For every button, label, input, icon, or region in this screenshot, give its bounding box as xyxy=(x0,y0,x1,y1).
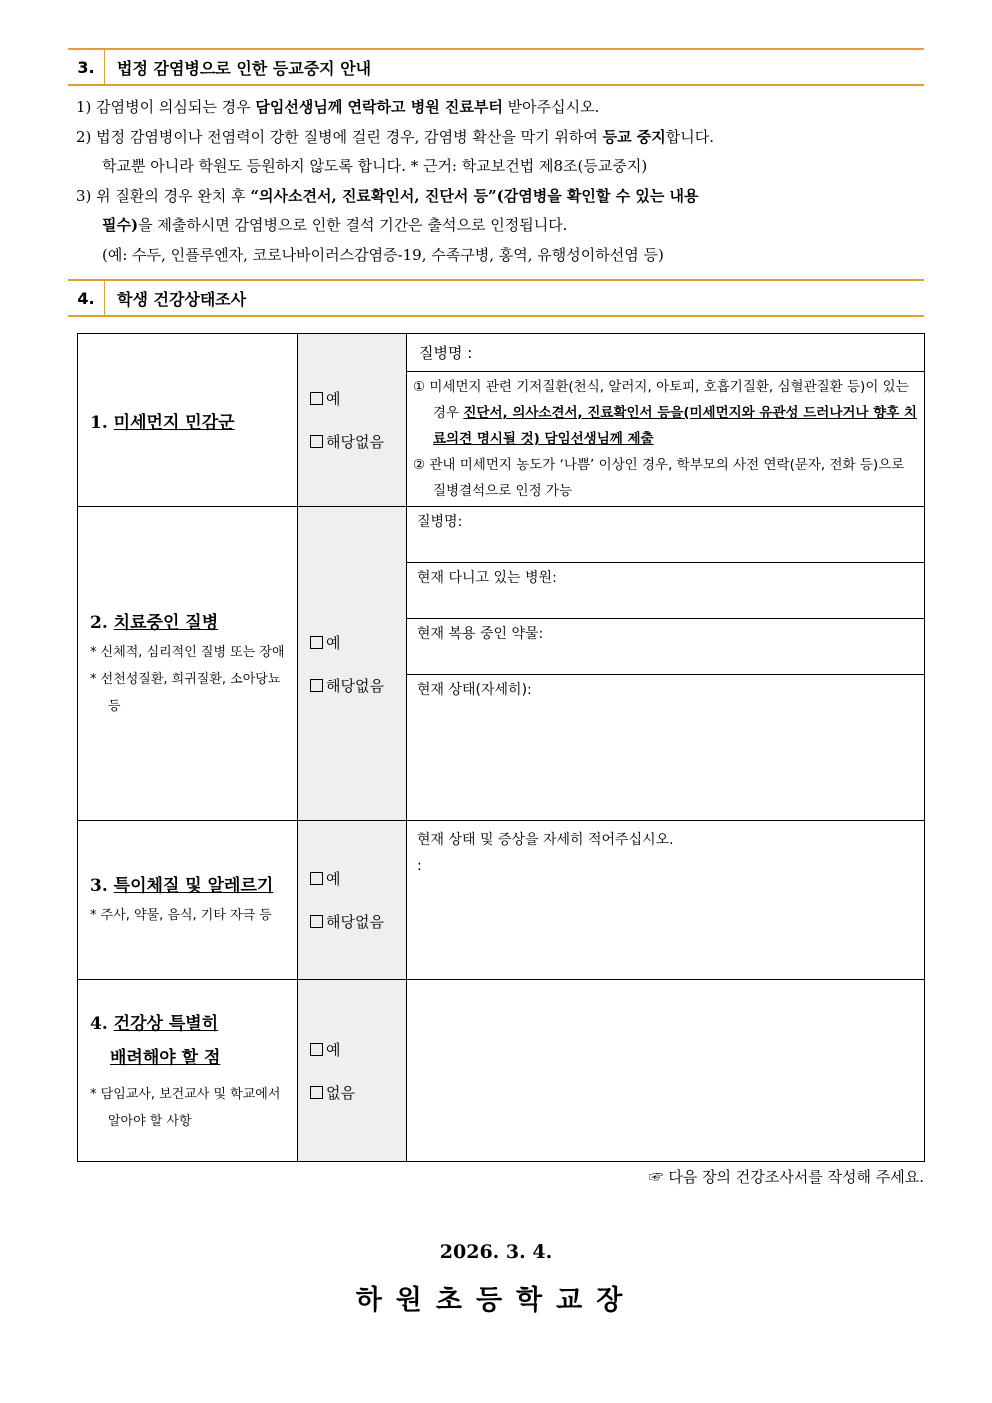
notice-line-3: 3) 위 질환의 경우 완치 후 “의사소견서, 진료확인서, 진단서 등”(감염병을 확인할 수 있는 내용 xyxy=(76,186,699,205)
survey-row-1 xyxy=(78,334,925,507)
notice-example: (예: 수두, 인플루엔자, 코로나바이러스감염증-19, 수족구병, 홍역, 유행성이하선염 등) xyxy=(102,245,664,264)
section3-number: 3. xyxy=(68,50,105,84)
row4-item: 4. 건강상 특별히 배려해야 할 점 * 담임교사, 보건교사 및 학교에서 알아야 할 사항 xyxy=(78,980,298,1162)
row3-detail[interactable]: 현재 상태 및 증상을 자세히 적어주십시오. : xyxy=(407,821,925,980)
survey-row-2 xyxy=(78,507,925,821)
row4-detail[interactable] xyxy=(407,980,925,1162)
row4-checks xyxy=(298,980,407,1162)
checkbox[interactable] xyxy=(310,636,323,649)
row3-title: 특이체질 및 알레르기 xyxy=(113,876,274,896)
checkbox[interactable] xyxy=(310,1086,323,1099)
row1-checks xyxy=(298,334,407,507)
health-survey-table xyxy=(77,333,925,1162)
checkbox[interactable] xyxy=(310,872,323,885)
row2-title: 치료중인 질병 xyxy=(113,612,219,633)
row2-item: 2. 치료중인 질병 * 신체적, 심리적인 질병 또는 장애 * 선천성질환, 희귀질환, 소아당뇨 등 xyxy=(78,507,298,821)
row1-disease-field[interactable]: 질병명 : xyxy=(407,334,924,372)
row1-note-1: ① 미세먼지 관련 기저질환(천식, 알러지, 아토피, 호흡기질환, 심혈관질환 등)이 있는 경우 진단서, 의사소견서, 진료확인서 등을(미세먼지와 유관성 드러나거나 향후 치료의견 명시될 것) 담임선생님께 제출 xyxy=(413,379,917,447)
section4-header xyxy=(68,279,924,317)
notice-line-2-cont: 학교뿐 아니라 학원도 등원하지 않도록 합니다. * 근거: 학교보건법 제8조(등교중지) xyxy=(102,157,648,175)
row1-item: 1. 미세먼지 민감군 xyxy=(78,334,298,507)
row2-checks xyxy=(298,507,407,821)
checkbox[interactable] xyxy=(310,915,323,928)
checkbox[interactable] xyxy=(310,1043,323,1056)
section4-number: 4. xyxy=(68,281,105,315)
notice-line-3-cont: 필수)을 제출하시면 감염병으로 인한 결석 기간은 출석으로 인정됩니다. xyxy=(102,216,568,234)
row2-status-field[interactable]: 현재 상태(자세히): xyxy=(417,682,532,698)
notice-line-2: 2) 법정 감염병이나 전염력이 강한 질병에 걸린 경우, 감염병 확산을 막기 위하여 등교 중지합니다. xyxy=(76,127,715,146)
row1-no-option[interactable]: 해당없음 xyxy=(310,431,406,452)
row2-disease-field[interactable]: 질병명: xyxy=(407,507,924,563)
row4-note-1: * 담임교사, 보건교사 및 학교에서 알아야 할 사항 xyxy=(90,1086,281,1129)
row2-medication-field[interactable]: 현재 복용 중인 약물: xyxy=(407,619,924,675)
row4-title-a: 건강상 특별히 xyxy=(113,1013,219,1034)
row3-item: 3. 특이체질 및 알레르기 * 주사, 약물, 음식, 기타 자극 등 xyxy=(78,821,298,980)
row1-note-2: ② 관내 미세먼지 농도가 ‘나쁨’ 이상인 경우, 학부모의 사전 연락(문자, 전화 등)으로 질병결석으로 인정 가능 xyxy=(413,457,905,499)
row1-yes-option[interactable]: 예 xyxy=(310,388,406,409)
checkbox[interactable] xyxy=(310,392,323,405)
row3-yes-option[interactable]: 예 xyxy=(310,868,406,889)
row2-hospital-field[interactable]: 현재 다니고 있는 병원: xyxy=(407,563,924,619)
row2-no-option[interactable]: 해당없음 xyxy=(310,675,406,696)
row3-instruction: 현재 상태 및 증상을 자세히 적어주십시오. xyxy=(417,832,674,848)
row2-note-2: * 선천성질환, 희귀질환, 소아당뇨 등 xyxy=(90,671,281,714)
row3-checks xyxy=(298,821,407,980)
row4-title-b: 배려해야 할 점 xyxy=(110,1047,221,1068)
notice-bold: 담임선생님께 연락하고 병원 진료부터 xyxy=(255,98,503,116)
row2-yes-option[interactable]: 예 xyxy=(310,632,406,653)
row4-no-option[interactable]: 없음 xyxy=(310,1082,406,1103)
notice-line-1: 1) 감염병이 의심되는 경우 담임선생님께 연락하고 병원 진료부터 받아주십시오. xyxy=(76,98,600,116)
row3-no-option[interactable]: 해당없음 xyxy=(310,911,406,932)
checkbox[interactable] xyxy=(310,679,323,692)
row2-note-1: * 신체적, 심리적인 질병 또는 장애 xyxy=(90,644,285,660)
next-page-note: ☞ 다음 장의 건강조사서를 작성해 주세요. xyxy=(648,1168,924,1186)
row1-title: 미세먼지 민감군 xyxy=(113,412,235,433)
section4-title: 학생 건강상태조사 xyxy=(117,289,247,309)
row2-detail xyxy=(407,507,925,821)
survey-row-3 xyxy=(78,821,925,980)
section3-header xyxy=(68,48,924,86)
survey-row-4 xyxy=(78,980,925,1162)
row3-note-1: * 주사, 약물, 음식, 기타 자극 등 xyxy=(90,908,272,923)
checkbox[interactable] xyxy=(310,435,323,448)
section3-notice xyxy=(76,93,926,270)
school-principal: 하원초등학교장 xyxy=(355,1285,637,1316)
row4-yes-option[interactable]: 예 xyxy=(310,1039,406,1060)
section3-title: 법정 감염병으로 인한 등교중지 안내 xyxy=(117,58,372,78)
row1-detail xyxy=(407,334,925,507)
document-date: 2026. 3. 4. xyxy=(439,1241,553,1263)
